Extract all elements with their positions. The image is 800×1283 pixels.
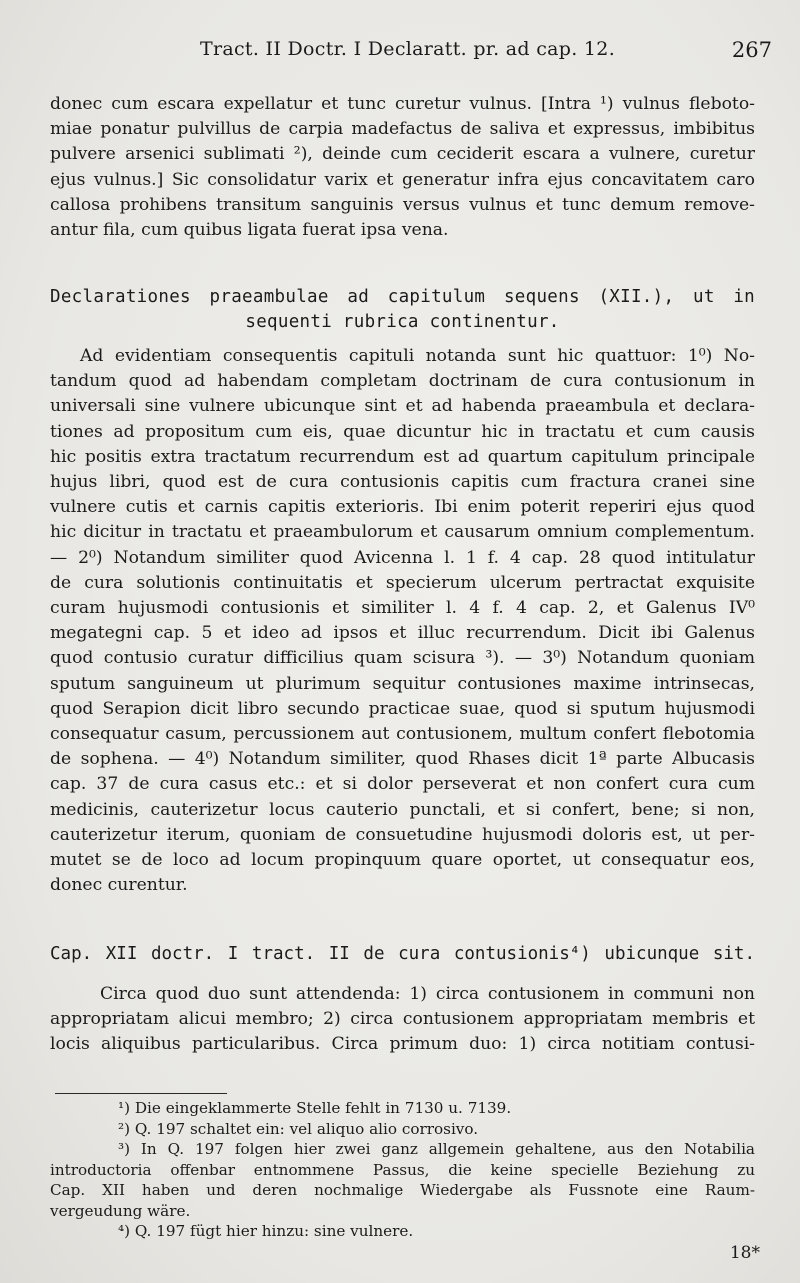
text-line: quod Serapion dicit libro secundo practicae suae, quod si sputum hujusmodi <box>50 698 755 719</box>
footnote-line: ⁴) Q. 197 fügt hier hinzu: sine vulnere. <box>118 1222 414 1240</box>
text-line: curam hujusmodi contusionis et similiter l. 4 f. 4 cap. 2, et Galenus IV⁰ <box>50 598 755 619</box>
text-line: tandum quod ad habendam completam doctrinam de cura contusionum in <box>50 371 755 392</box>
text-line: consequatur casum, percussionem aut contusionem, multum confert flebotomia <box>50 724 755 745</box>
text-line: de cura solutionis continuitatis et specierum ulcerum pertractat exquisite <box>50 572 755 593</box>
footnote-line: ³) In Q. 197 folgen hier zwei ganz allgemein gehaltene, aus den Notabilia <box>118 1140 755 1158</box>
running-title: Tract. II Doctr. I Declaratt. pr. ad cap. 12. <box>200 38 616 60</box>
footnote-2 <box>50 1119 755 1140</box>
text-line: miae ponatur pulvillus de carpia madefactus de saliva et expressus, imbibitus <box>50 119 755 140</box>
text-line: tiones ad propositum cum eis, quae dicuntur hic in tractatu et cum causis <box>50 421 755 442</box>
text-line: megategni cap. 5 et ideo ad ipsos et illuc recurrendum. Dicit ibi Galenus <box>50 623 755 644</box>
footnote-4 <box>50 1221 755 1242</box>
page-number: 267 <box>731 38 772 62</box>
text-line: hujus libri, quod est de cura contusionis capitis cum fractura cranei sine <box>50 472 755 493</box>
text-line: mutet se de loco ad locum propinquum quare oportet, ut consequatur eos, <box>50 850 755 871</box>
paragraph-3 <box>50 982 755 1058</box>
text-line: callosa prohibens transitum sanguinis versus vulnus et tunc demum remove- <box>50 194 755 215</box>
page-header <box>0 38 800 68</box>
signature-mark: 18* <box>729 1243 760 1263</box>
footnote-line: Cap. XII haben und deren nochmalige Wiedergabe als Fussnote eine Raum- <box>50 1181 755 1199</box>
text-line: ejus vulnus.] Sic consolidatur varix et generatur infra ejus concavitatem caro <box>50 169 755 190</box>
footnote-line: ²) Q. 197 schaltet ein: vel aliquo alio corrosivo. <box>118 1119 479 1138</box>
text-line: hic dicitur in tractatu et praeambulorum et causarum omnium complementum. <box>50 522 755 543</box>
text-line: donec curentur. <box>50 875 188 896</box>
text-line: cap. 37 de cura casus etc.: et si dolor perseverat et non confert cura cum <box>50 774 755 795</box>
chapter-heading <box>50 942 755 967</box>
text-line: cauterizetur iterum, quoniam de consuetudine hujusmodi doloris est, ut per- <box>50 824 755 845</box>
footnote-line: vergeudung wäre. <box>50 1201 191 1220</box>
heading-line: Cap. XII doctr. I tract. II de cura contusionis⁴) ubicunque sit. <box>50 944 755 964</box>
footnote-1 <box>50 1098 755 1119</box>
text-line: appropriatam alicui membro; 2) circa contusionem appropriatam membris et <box>50 1009 755 1030</box>
section-heading-declarationes <box>50 285 755 335</box>
heading-line: sequenti rubrica continentur. <box>245 312 560 332</box>
text-line: Circa quod duo sunt attendenda: 1) circa contusionem in communi non <box>100 984 755 1004</box>
text-line: donec cum escara expellatur et tunc curetur vulnus. [Intra ¹) vulnus fleboto- <box>50 94 755 114</box>
text-line: sputum sanguineum ut plurimum sequitur contusiones maxime intrinsecas, <box>50 673 755 694</box>
footnote-3 <box>50 1139 755 1221</box>
text-line: vulnere cutis et carnis capitis exterioris. Ibi enim poterit reperiri ejus quod <box>50 497 755 518</box>
footnote-divider <box>55 1093 227 1094</box>
text-line: — 2⁰) Notandum similiter quod Avicenna l. 1 f. 4 cap. 28 quod intitulatur <box>50 547 755 568</box>
text-line: hic positis extra tractatum recurrendum est ad quartum capitulum principale <box>50 446 755 467</box>
text-line: medicinis, cauterizetur locus cauterio punctali, et si confert, bene; si non, <box>50 799 755 820</box>
paragraph-2 <box>50 344 755 898</box>
footnotes <box>50 1098 755 1242</box>
paragraph-1 <box>50 92 755 243</box>
heading-line: Declarationes praeambulae ad capitulum sequens (XII.), ut in <box>50 287 755 307</box>
text-line: locis aliquibus particularibus. Circa primum duo: 1) circa notitiam contusi- <box>50 1034 755 1055</box>
footnote-line: introductoria offenbar entnommene Passus, die keine specielle Beziehung zu <box>50 1160 755 1179</box>
paragraph-continued <box>50 92 755 243</box>
text-line: pulvere arsenici sublimati ²), deinde cum ceciderit escara a vulnere, curetur <box>50 144 755 165</box>
text-line: de sophena. — 4⁰) Notandum similiter, quod Rhases dicit 1ª parte Albucasis <box>50 749 755 770</box>
paragraph-notanda <box>50 344 755 898</box>
text-line: quod contusio curatur difficilius quam scisura ³). — 3⁰) Notandum quoniam <box>50 648 755 669</box>
text-line: antur fila, cum quibus ligata fuerat ipsa vena. <box>50 220 449 241</box>
text-line: universali sine vulnere ubicunque sint et ad habenda praeambula et declara- <box>50 396 755 417</box>
text-line: Ad evidentiam consequentis capituli notanda sunt hic quattuor: 1⁰) No- <box>80 346 755 366</box>
paragraph-circa <box>50 982 755 1058</box>
footnote-line: ¹) Die eingeklammerte Stelle fehlt in 7130 u. 7139. <box>118 1099 512 1117</box>
